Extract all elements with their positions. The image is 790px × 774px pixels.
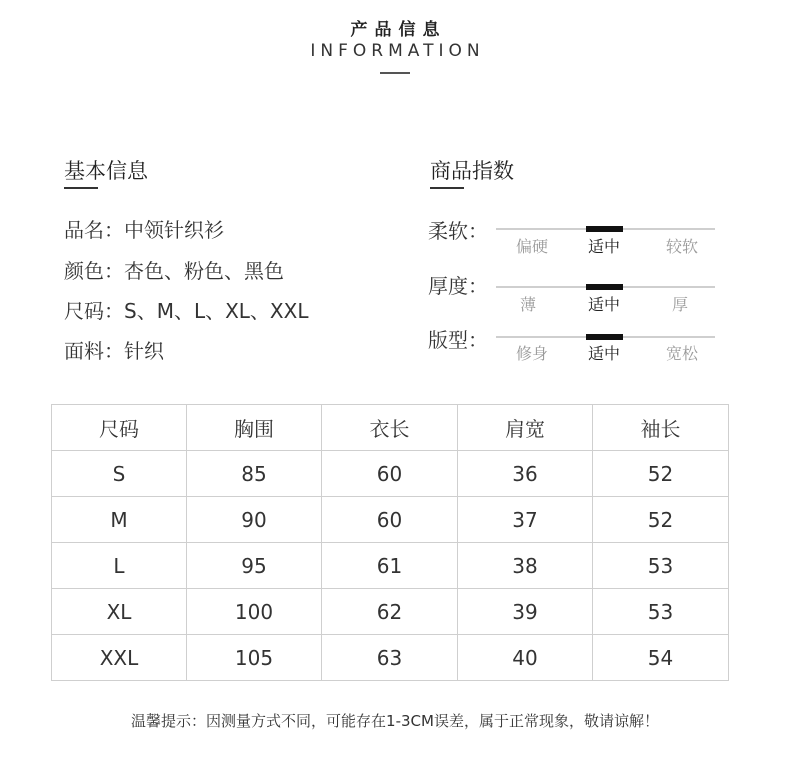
table-header-cell: 袖长 [593, 405, 729, 451]
index-option-selected: 适中 [587, 237, 620, 256]
table-row [52, 451, 729, 497]
index-label-softness: 柔软： [428, 219, 488, 243]
table-cell: M [52, 497, 187, 543]
table-cell: 105 [187, 635, 322, 681]
table-row [52, 543, 729, 589]
table-cell: XL [52, 589, 187, 635]
index-option: 修身 [515, 344, 548, 363]
table-cell: 62 [322, 589, 458, 635]
table-cell: 85 [187, 451, 322, 497]
table-cell: 53 [593, 589, 729, 635]
table-cell: 39 [458, 589, 593, 635]
index-option-selected: 适中 [587, 295, 620, 314]
basic-info-underline [64, 187, 98, 189]
index-option: 宽松 [665, 344, 698, 363]
info-label: 颜色： [64, 259, 124, 283]
table-cell: 100 [187, 589, 322, 635]
table-cell: L [52, 543, 187, 589]
index-option: 薄 [519, 295, 536, 314]
table-cell: 60 [322, 451, 458, 497]
table-cell: 38 [458, 543, 593, 589]
info-item-fabric [64, 335, 164, 364]
info-value: S、M、L、XL、XXL [124, 299, 309, 323]
table-cell: 36 [458, 451, 593, 497]
product-index-title: 商品指数 [430, 159, 514, 183]
table-cell: 95 [187, 543, 322, 589]
table-cell: 53 [593, 543, 729, 589]
table-cell: 63 [322, 635, 458, 681]
size-table [51, 404, 729, 681]
index-selected-marker [586, 334, 623, 340]
info-label: 面料： [64, 339, 124, 363]
table-cell: S [52, 451, 187, 497]
header-title-en: INFORMATION [310, 41, 485, 61]
table-cell: 40 [458, 635, 593, 681]
index-label-thickness: 厚度： [428, 274, 488, 298]
info-item-color [64, 255, 284, 284]
index-selected-marker [586, 284, 623, 290]
table-cell: XXL [52, 635, 187, 681]
table-cell: 37 [458, 497, 593, 543]
info-value: 杏色、粉色、黑色 [124, 259, 284, 283]
table-header-cell: 胸围 [187, 405, 322, 451]
table-cell: 60 [322, 497, 458, 543]
footnote: 温馨提示：因测量方式不同，可能存在1-3CM误差，属于正常现象，敬请谅解！ [131, 712, 659, 730]
table-row [52, 497, 729, 543]
info-item-name [64, 214, 224, 243]
table-row [52, 635, 729, 681]
info-value: 中领针织衫 [124, 218, 224, 242]
table-header-cell: 衣长 [322, 405, 458, 451]
header-divider [380, 72, 410, 74]
header-title-cn: 产品信息 [350, 20, 447, 40]
index-option: 偏硬 [515, 237, 548, 256]
table-header-cell: 肩宽 [458, 405, 593, 451]
index-option: 较软 [665, 237, 698, 256]
table-header-row [52, 405, 729, 451]
table-cell: 54 [593, 635, 729, 681]
table-cell: 90 [187, 497, 322, 543]
table-cell: 61 [322, 543, 458, 589]
index-option: 厚 [671, 295, 688, 314]
info-label: 品名： [64, 218, 124, 242]
table-cell: 52 [593, 451, 729, 497]
index-selected-marker [586, 226, 623, 232]
product-index-underline [430, 187, 464, 189]
index-option-selected: 适中 [587, 344, 620, 363]
table-cell: 52 [593, 497, 729, 543]
table-row [52, 589, 729, 635]
info-item-size [64, 295, 308, 324]
info-value: 针织 [124, 339, 164, 363]
basic-info-title: 基本信息 [64, 159, 148, 183]
table-header-cell: 尺码 [52, 405, 187, 451]
info-label: 尺码： [64, 299, 124, 323]
index-label-fit: 版型： [428, 328, 488, 352]
